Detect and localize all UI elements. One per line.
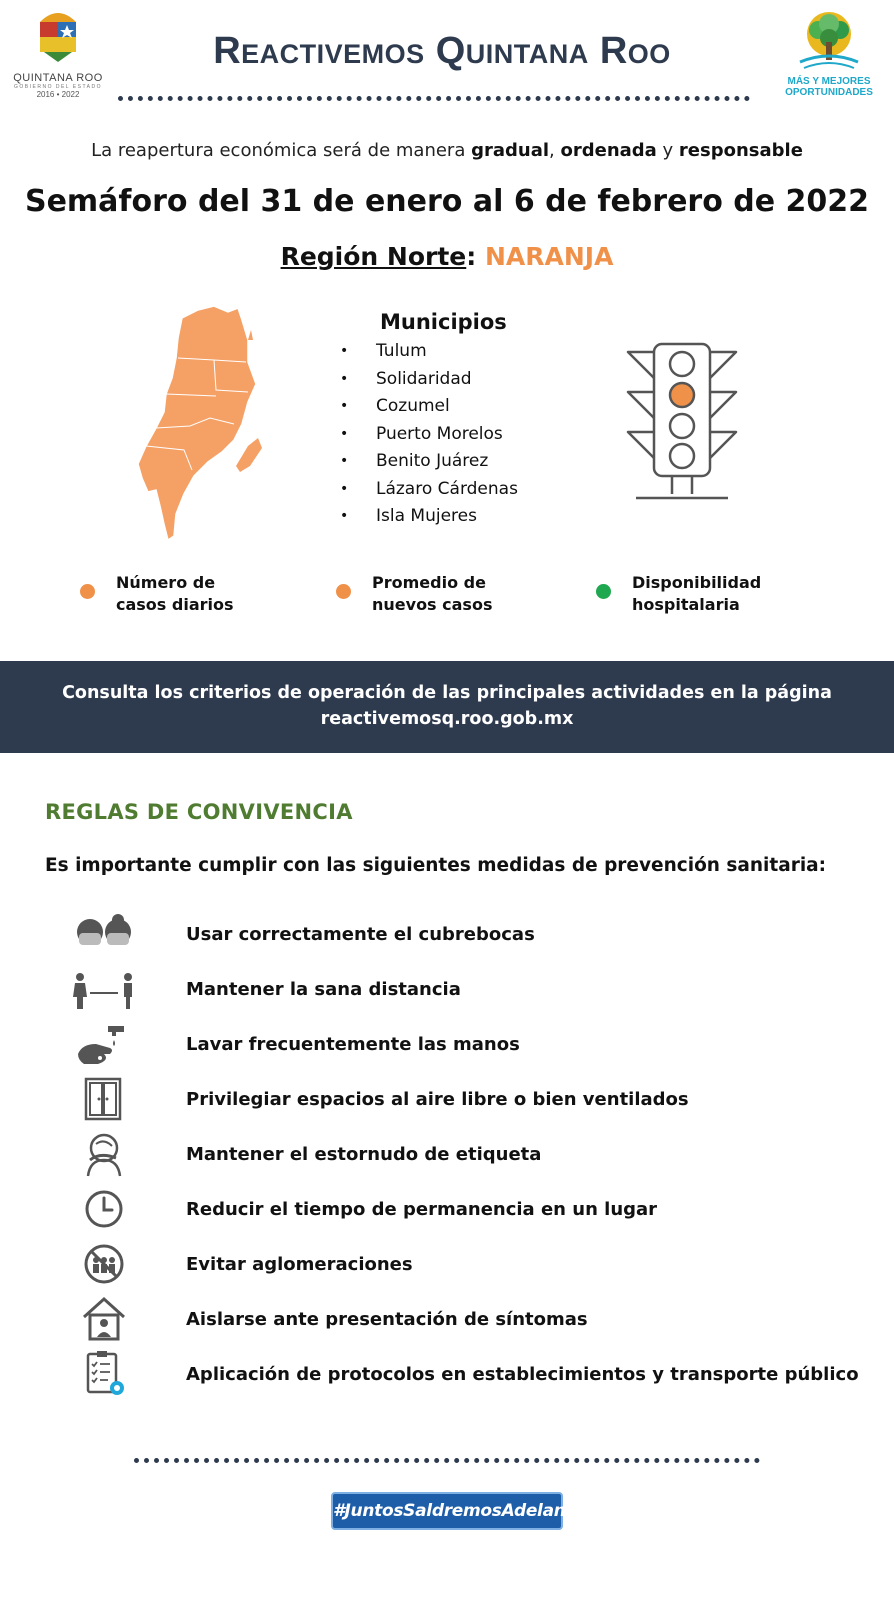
intro-ordenada: ordenada — [560, 140, 657, 161]
hand-wash-icon — [70, 1020, 138, 1068]
indicator-label: Promedio de nuevos casos — [372, 573, 493, 614]
intro-prefix: La reapertura económica será de manera — [91, 140, 472, 161]
intro-sep-1: , — [549, 140, 561, 161]
list-item — [0, 1350, 894, 1405]
indicator-dot — [80, 584, 95, 599]
municipios-list — [340, 338, 518, 531]
rule-text: Lavar frecuentemente las manos — [186, 1034, 520, 1055]
home-isolation-icon — [70, 1295, 138, 1343]
indicator-dot — [596, 584, 611, 599]
intro-gradual: gradual — [471, 140, 550, 161]
list-item: • Tulum — [340, 338, 518, 366]
rule-text: Mantener la sana distancia — [186, 979, 461, 1000]
sneeze-icon — [70, 1130, 138, 1178]
list-item — [0, 1295, 894, 1350]
gov-name: QUINTANA ROO — [13, 72, 103, 84]
list-item: • Benito Juárez — [340, 448, 518, 476]
gov-sub: GOBIERNO DEL ESTADO — [14, 84, 102, 90]
hashtag-badge: #JuntosSaldremosAdelante — [331, 1492, 563, 1530]
banner-text: Consulta los criterios de operación de las principales actividades en la página — [62, 683, 832, 703]
reglas-title: REGLAS DE CONVIVENCIA — [45, 800, 353, 824]
coat-of-arms-icon — [34, 8, 82, 66]
list-item: • Isla Mujeres — [340, 503, 518, 531]
gov-years: 2016 • 2022 — [36, 90, 80, 99]
window-icon — [70, 1075, 138, 1123]
clock-icon — [70, 1185, 138, 1233]
indicator-label: Disponibilidad hospitalaria — [632, 573, 762, 614]
indicator-label: Número de casos diarios — [116, 573, 234, 614]
intro-text — [0, 140, 894, 161]
intro-sep-2: y — [656, 140, 679, 161]
region-value: NARANJA — [484, 242, 614, 271]
list-item — [0, 965, 894, 1020]
face-mask-icon — [70, 910, 138, 958]
list-item — [0, 1240, 894, 1295]
region-colon: : — [466, 242, 485, 271]
no-crowds-icon — [70, 1240, 138, 1288]
slogan-logo — [774, 10, 884, 105]
rule-text: Reducir el tiempo de permanencia en un lugar — [186, 1199, 658, 1220]
indicator-dot — [336, 584, 351, 599]
traffic-light-icon — [622, 338, 742, 503]
list-item: • Solidaridad — [340, 366, 518, 394]
info-banner — [0, 661, 894, 753]
rule-text: Usar correctamente el cubrebocas — [186, 924, 535, 945]
list-item: • Puerto Morelos — [340, 421, 518, 449]
rule-text: Privilegiar espacios al aire libre o bien ventilados — [186, 1089, 689, 1110]
rule-text: Aplicación de protocolos en establecimientos y transporte público — [186, 1364, 859, 1385]
quintana-roo-map-icon — [130, 300, 280, 545]
list-item — [0, 1075, 894, 1130]
rule-text: Aislarse ante presentación de síntomas — [186, 1309, 588, 1330]
list-item — [0, 1130, 894, 1185]
reglas-intro: Es importante cumplir con las siguientes medidas de prevención sanitaria: — [45, 855, 827, 876]
active-light — [670, 383, 694, 407]
banner-url[interactable]: reactivemosq.roo.gob.mx — [320, 709, 574, 729]
intro-responsable: responsable — [678, 140, 803, 161]
list-item — [0, 910, 894, 965]
region-label: Región Norte — [280, 242, 467, 271]
municipios-title: Municipios — [380, 310, 507, 334]
region-status — [0, 242, 894, 271]
dotted-divider-bottom — [134, 1458, 760, 1463]
tree-icon — [794, 10, 864, 72]
state-government-logo — [8, 8, 108, 108]
list-item — [0, 1185, 894, 1240]
list-item: • Lázaro Cárdenas — [340, 476, 518, 504]
semaforo-title: Semáforo del 31 de enero al 6 de febrero de 2022 — [24, 184, 870, 219]
list-item — [0, 1020, 894, 1075]
dotted-divider-top — [118, 96, 750, 101]
distance-icon — [70, 965, 138, 1013]
slogan-line-1: MÁS Y MEJORES — [787, 76, 871, 87]
rule-text: Mantener el estornudo de etiqueta — [186, 1144, 542, 1165]
list-item: • Cozumel — [340, 393, 518, 421]
slogan-line-2: OPORTUNIDADES — [785, 87, 873, 98]
checklist-icon — [70, 1350, 138, 1398]
page-title: Reactivemos Quintana Roo — [213, 30, 671, 72]
rule-text: Evitar aglomeraciones — [186, 1254, 413, 1275]
